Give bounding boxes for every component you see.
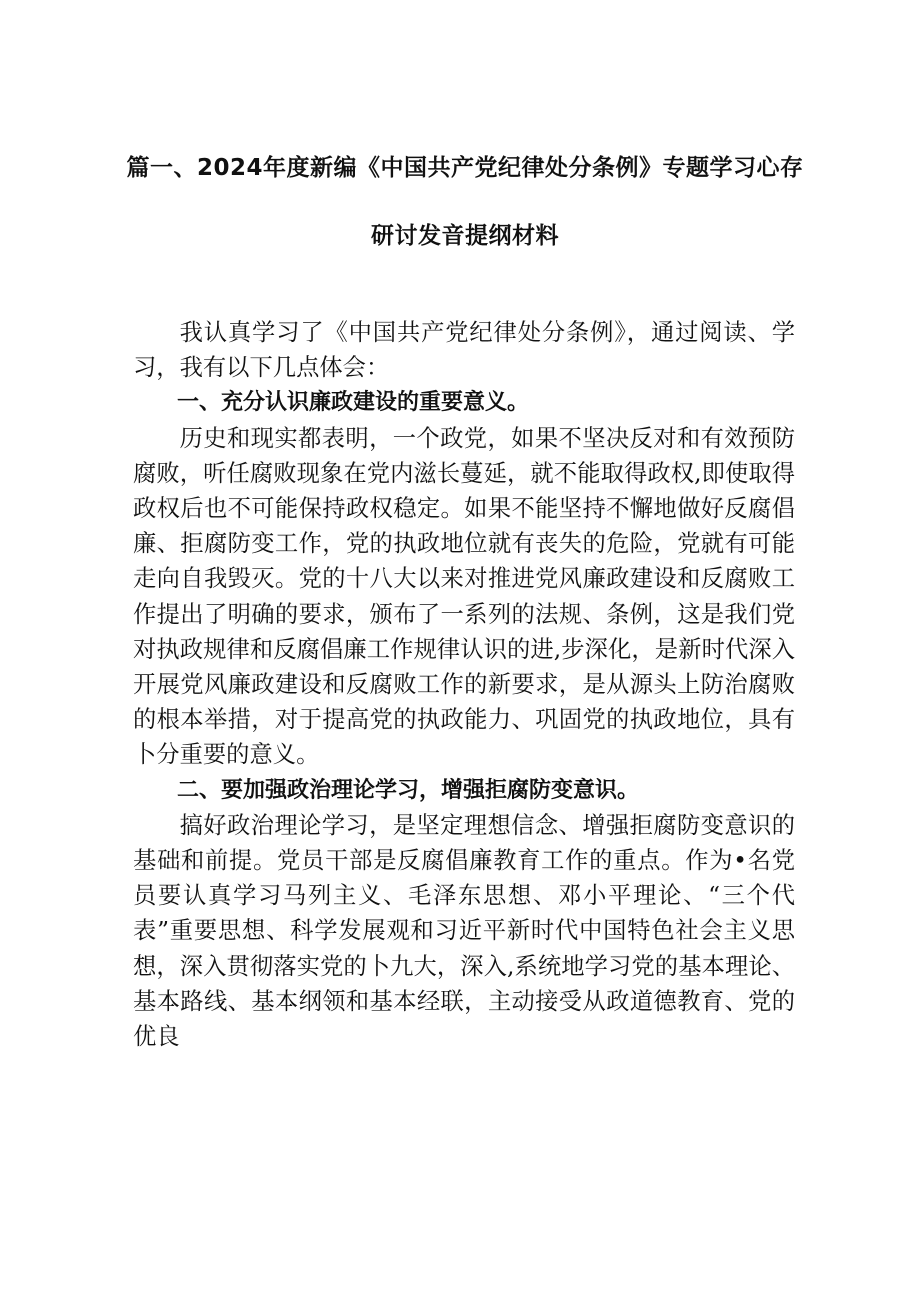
section-2-heading: 二、要加强政治理论学习，增强拒腐防变意识。 xyxy=(177,777,640,803)
document-title xyxy=(120,148,810,256)
title-line-2: 研讨发音提纲材料 xyxy=(371,223,559,249)
intro-paragraph: 我认真学习了《中国共产党纪律处分条例》，通过阅读、学习，我有以下几点体会： xyxy=(133,319,795,382)
section-1-heading: 一、充分认识廉政建设的重要意义。 xyxy=(177,390,530,416)
title-line-1: 篇一、2024年度新编《中国共产党纪律处分条例》专题学习心存 xyxy=(126,155,804,181)
section-1-paragraph: 历史和现实都表明，一个政党，如果不坚决反对和有效预防腐败，听任腐败现象在党内滋长蔓延，就不能取得政权,即使取得政权后也不可能保持政权稳定。如果不能坚持不懈地做好反腐倡廉、拒腐防变工作，党的执政地位就有丧失的危险，党就有可能走向自我毁灭。党的十八大以来对推进党风廉政建设和反腐败工作提出了明确的要求，颁布了一系列的法规、条例，这是我们党对执政规律和反腐倡廉工作规律认识的进,步深化，是新时代深入开展党风廉政建设和反腐败工作的新要求，是从源头上防治腐败的根本举措，对于提高党的执政能力、巩固党的执政地位，具有卜分重要的意义。 xyxy=(133,424,795,769)
document-body xyxy=(133,315,795,1054)
section-2-paragraph: 搞好政治理论学习，是坚定理想信念、增强拒腐防变意识的基础和前提。党员干部是反腐倡廉教育工作的重点。作为•名党员要认真学习马列主义、毛泽东思想、邓小平理论、“三个代表”重要思想、科学发展观和习近平新时代中国特色社会主义思想，深入贯彻落实党的卜九大，深入,系统地学习党的基本理论、基本路线、基本纲领和基本经联，主动接受从政道德教育、党的优良 xyxy=(133,811,795,1051)
